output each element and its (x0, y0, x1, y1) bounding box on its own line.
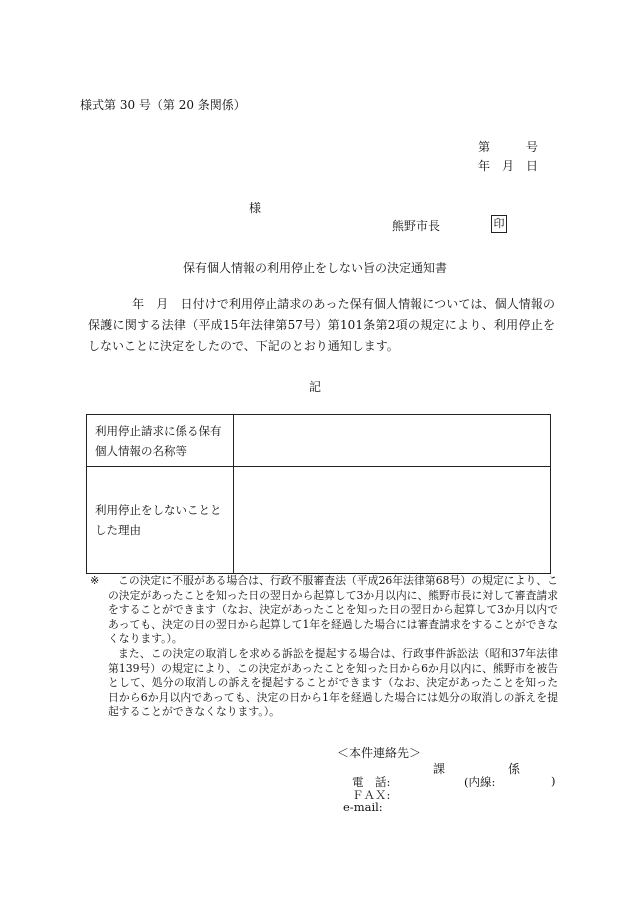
note-mark: ※ (90, 574, 100, 587)
info-table (86, 414, 551, 574)
contact-unit-label: 係 (508, 762, 521, 776)
contact-tel-label: 電 話: (352, 775, 391, 789)
row-label-info-name: 利用停止請求に係る保有個人情報の名称等 (87, 415, 234, 467)
document-date-field: 年 月 日 (478, 159, 539, 173)
recipient-honorific: 様 (249, 201, 262, 215)
row-value-info-name (234, 415, 551, 467)
contact-extension-label: (内線: (464, 775, 496, 789)
contact-fax-label: ＦＡＸ: (352, 788, 391, 802)
seal-box: 印 (491, 215, 507, 233)
notes-section (90, 574, 558, 720)
issuer-name: 熊野市長 (392, 219, 441, 233)
contact-section-label: 課 (433, 762, 446, 776)
document-title: 保有個人情報の利用停止をしない旨の決定通知書 (182, 261, 447, 275)
document-number-field: 第 号 (478, 140, 539, 154)
form-number: 様式第 30 号（第 20 条関係） (80, 98, 246, 112)
body-paragraph (88, 294, 555, 357)
body-text: 年 月 日付けで利用停止請求のあった保有個人情報については、個人情報の保護に関する法律（平成15年法律第57号）第101条第2項の規定により、利用停止をしないことに決定をしたので、下記のとおり通知します。 (88, 297, 555, 353)
table-row (87, 467, 551, 574)
row-label-reason: 利用停止をしないこととした理由 (87, 467, 234, 574)
ki-heading: 記 (308, 380, 321, 394)
row-value-reason (234, 467, 551, 574)
contact-extension-close: ) (551, 774, 556, 788)
table-row (87, 415, 551, 467)
contact-heading: ＜本件連絡先＞ (337, 746, 422, 760)
note-paragraph-appeal: この決定に不服がある場合は、行政不服審査法（平成26年法律第68号）の規定により、この決定があったことを知った日の翌日から起算して3か月以内に、熊野市長に対して審査請求をすることができます（なお、決定があったことを知った日の翌日から起算して3か月以内であっても、決定の日の翌日から起算して1年を経過した場合には審査請求をすることができなくなります。）。 (108, 574, 558, 646)
note-paragraph-lawsuit: また、この決定の取消しを求める訴訟を提起する場合は、行政事件訴訟法（昭和37年法律第139号）の規定により、この決定があったことを知った日から6か月以内に、熊野市を被告として、処分の取消しの訴えを提起することができます（なお、決定があったことを知った日から6か月以内であっても、決定の日から1年を経過した場合には処分の取消しの訴えを提起することができなくなります。）。 (108, 646, 558, 719)
contact-email-label: e-mail: (343, 800, 383, 814)
